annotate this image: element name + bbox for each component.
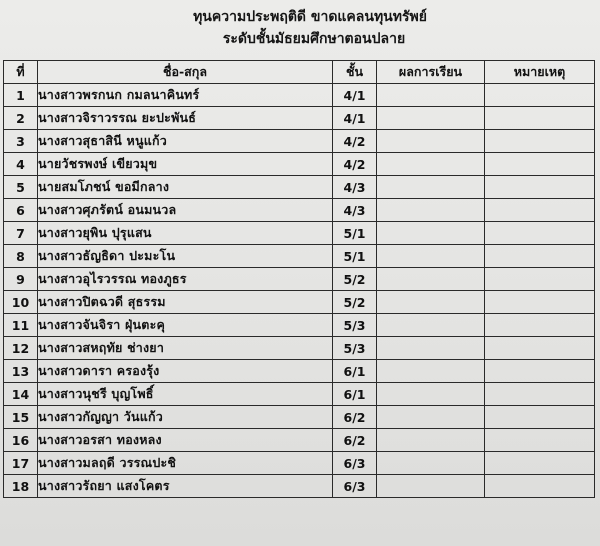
document-subtitle: ระดับชั้นมัธยมศึกษาตอนปลาย bbox=[222, 31, 406, 47]
table-row bbox=[4, 199, 595, 222]
table-row bbox=[4, 475, 595, 498]
row-number: 3 bbox=[4, 130, 38, 153]
result-cell bbox=[377, 360, 485, 383]
result-cell bbox=[377, 475, 485, 498]
table-row bbox=[4, 452, 595, 475]
row-number: 9 bbox=[4, 268, 38, 291]
student-name: นางสาวสหฤทัย ช่างยา bbox=[38, 337, 333, 360]
header-note: หมายเหตุ bbox=[485, 61, 595, 84]
result-cell bbox=[377, 291, 485, 314]
student-name: นางสาวอรสา ทองหลง bbox=[38, 429, 333, 452]
row-number: 17 bbox=[4, 452, 38, 475]
student-name: นางสาวนุชรี บุญโพธิ์ bbox=[38, 383, 333, 406]
student-class: 6/3 bbox=[333, 452, 377, 475]
result-cell bbox=[377, 245, 485, 268]
header-result: ผลการเรียน bbox=[377, 61, 485, 84]
table-row bbox=[4, 337, 595, 360]
student-class: 5/2 bbox=[333, 291, 377, 314]
table-header-row bbox=[4, 61, 595, 84]
student-name: นางสาวรัถยา แสงโคตร bbox=[38, 475, 333, 498]
student-class: 4/2 bbox=[333, 130, 377, 153]
table-row bbox=[4, 383, 595, 406]
student-class: 5/1 bbox=[333, 222, 377, 245]
student-name: นางสาวจันจิรา ฝุ่นตะคุ bbox=[38, 314, 333, 337]
student-class: 5/1 bbox=[333, 245, 377, 268]
result-cell bbox=[377, 84, 485, 107]
result-cell bbox=[377, 199, 485, 222]
result-cell bbox=[377, 268, 485, 291]
result-cell bbox=[377, 429, 485, 452]
note-cell bbox=[485, 360, 595, 383]
note-cell bbox=[485, 153, 595, 176]
note-cell bbox=[485, 199, 595, 222]
table-row bbox=[4, 429, 595, 452]
note-cell bbox=[485, 176, 595, 199]
student-class: 5/3 bbox=[333, 314, 377, 337]
note-cell bbox=[485, 429, 595, 452]
student-class: 6/2 bbox=[333, 406, 377, 429]
student-class: 6/1 bbox=[333, 383, 377, 406]
student-class: 4/3 bbox=[333, 199, 377, 222]
result-cell bbox=[377, 107, 485, 130]
note-cell bbox=[485, 291, 595, 314]
student-class: 6/1 bbox=[333, 360, 377, 383]
row-number: 10 bbox=[4, 291, 38, 314]
document-header bbox=[0, 6, 600, 50]
note-cell bbox=[485, 475, 595, 498]
note-cell bbox=[485, 337, 595, 360]
row-number: 14 bbox=[4, 383, 38, 406]
note-cell bbox=[485, 406, 595, 429]
row-number: 1 bbox=[4, 84, 38, 107]
table-row bbox=[4, 222, 595, 245]
student-class: 5/2 bbox=[333, 268, 377, 291]
note-cell bbox=[485, 383, 595, 406]
header-no: ที่ bbox=[4, 61, 38, 84]
student-name: นางสาวศุภรัตน์ อนมนวล bbox=[38, 199, 333, 222]
note-cell bbox=[485, 268, 595, 291]
student-name: นางสาวมลฤดี วรรณปะชิ bbox=[38, 452, 333, 475]
note-cell bbox=[485, 130, 595, 153]
table-row bbox=[4, 153, 595, 176]
student-name: นายวัชรพงษ์ เขียวมุข bbox=[38, 153, 333, 176]
table-row bbox=[4, 84, 595, 107]
student-class: 4/2 bbox=[333, 153, 377, 176]
row-number: 6 bbox=[4, 199, 38, 222]
table-row bbox=[4, 314, 595, 337]
student-class: 4/1 bbox=[333, 107, 377, 130]
note-cell bbox=[485, 84, 595, 107]
result-cell bbox=[377, 337, 485, 360]
note-cell bbox=[485, 107, 595, 130]
result-cell bbox=[377, 406, 485, 429]
table-body bbox=[4, 84, 595, 498]
row-number: 13 bbox=[4, 360, 38, 383]
note-cell bbox=[485, 245, 595, 268]
student-table bbox=[3, 60, 595, 498]
student-name: นางสาวสุธาสินี หนูแก้ว bbox=[38, 130, 333, 153]
row-number: 7 bbox=[4, 222, 38, 245]
student-name: นางสาวธัญธิดา ปะมะโน bbox=[38, 245, 333, 268]
row-number: 11 bbox=[4, 314, 38, 337]
student-class: 4/1 bbox=[333, 84, 377, 107]
student-name: นางสาวดารา ครองรุ้ง bbox=[38, 360, 333, 383]
table-row bbox=[4, 245, 595, 268]
row-number: 16 bbox=[4, 429, 38, 452]
header-class: ชั้น bbox=[333, 61, 377, 84]
header-name: ชื่อ-สกุล bbox=[38, 61, 333, 84]
result-cell bbox=[377, 130, 485, 153]
student-name: นางสาวยุพิน ปุรุแสน bbox=[38, 222, 333, 245]
student-class: 5/3 bbox=[333, 337, 377, 360]
table-row bbox=[4, 268, 595, 291]
row-number: 4 bbox=[4, 153, 38, 176]
student-name: นางสาวพรกนก กมลนาคินทร์ bbox=[38, 84, 333, 107]
table-row bbox=[4, 406, 595, 429]
student-class: 6/3 bbox=[333, 475, 377, 498]
student-name: นายสมโภชน์ ขอมีกลาง bbox=[38, 176, 333, 199]
row-number: 12 bbox=[4, 337, 38, 360]
result-cell bbox=[377, 314, 485, 337]
student-class: 6/2 bbox=[333, 429, 377, 452]
note-cell bbox=[485, 314, 595, 337]
row-number: 2 bbox=[4, 107, 38, 130]
result-cell bbox=[377, 383, 485, 406]
row-number: 5 bbox=[4, 176, 38, 199]
row-number: 15 bbox=[4, 406, 38, 429]
table-row bbox=[4, 176, 595, 199]
table-row bbox=[4, 130, 595, 153]
document-title: ทุนความประพฤติดี ขาดแคลนทุนทรัพย์ bbox=[193, 9, 427, 25]
note-cell bbox=[485, 452, 595, 475]
result-cell bbox=[377, 222, 485, 245]
student-name: นางสาวอุไรวรรณ ทองภูธร bbox=[38, 268, 333, 291]
result-cell bbox=[377, 452, 485, 475]
result-cell bbox=[377, 176, 485, 199]
student-name: นางสาวกัญญา วันแก้ว bbox=[38, 406, 333, 429]
row-number: 18 bbox=[4, 475, 38, 498]
row-number: 8 bbox=[4, 245, 38, 268]
note-cell bbox=[485, 222, 595, 245]
student-class: 4/3 bbox=[333, 176, 377, 199]
result-cell bbox=[377, 153, 485, 176]
table-row bbox=[4, 360, 595, 383]
student-name: นางสาวปิตฉวดี สุธรรม bbox=[38, 291, 333, 314]
table-row bbox=[4, 291, 595, 314]
student-name: นางสาวจิราวรรณ ยะปะพันธ์ bbox=[38, 107, 333, 130]
table-row bbox=[4, 107, 595, 130]
